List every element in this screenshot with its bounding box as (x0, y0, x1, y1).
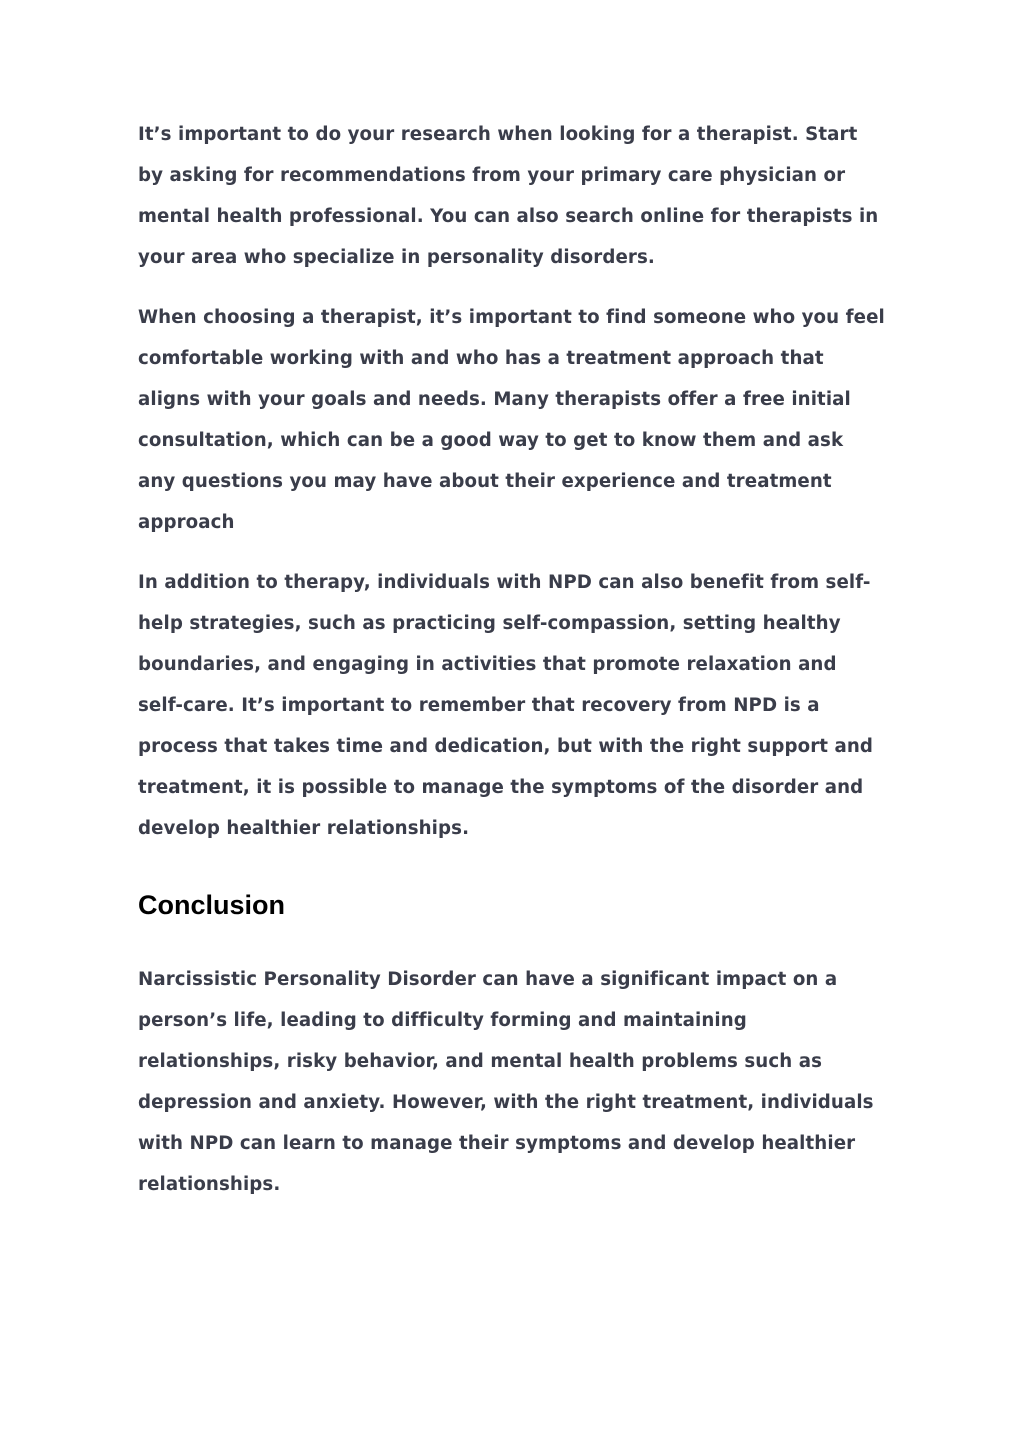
conclusion-heading: Conclusion (138, 890, 285, 920)
paragraph-choosing-therapist: When choosing a therapist, it’s important to find someone who you feel comfortable working with and who has a treatment approach that aligns with your goals and needs. Many therapists offer a free initial consultation, which can be a good way to get to know them and ask any questions you may have about their experience and treatment approach (138, 307, 885, 533)
paragraph-conclusion: Narcissistic Personality Disorder can have a significant impact on a person’s life, leading to difficulty forming and maintaining relationships, risky behavior, and mental health problems such as depression and anxiety. However, with the right treatment, individuals with NPD can learn to manage their symptoms and develop healthier relationships. (138, 969, 874, 1195)
article-body (138, 114, 886, 1224)
paragraph-therapist-research: It’s important to do your research when looking for a therapist. Start by asking for recommendations from your primary care physician or mental health professional. You can also search online for therapists in your area who specialize in personality disorders. (138, 124, 879, 268)
paragraph-self-help: In addition to therapy, individuals with NPD can also benefit from self-help strategies, such as practicing self-compassion, setting healthy boundaries, and engaging in activities that promote relaxation and self-care. It’s important to remember that recovery from NPD is a process that takes time and dedication, but with the right support and treatment, it is possible to manage the symptoms of the disorder and develop healthier relationships. (138, 572, 874, 839)
